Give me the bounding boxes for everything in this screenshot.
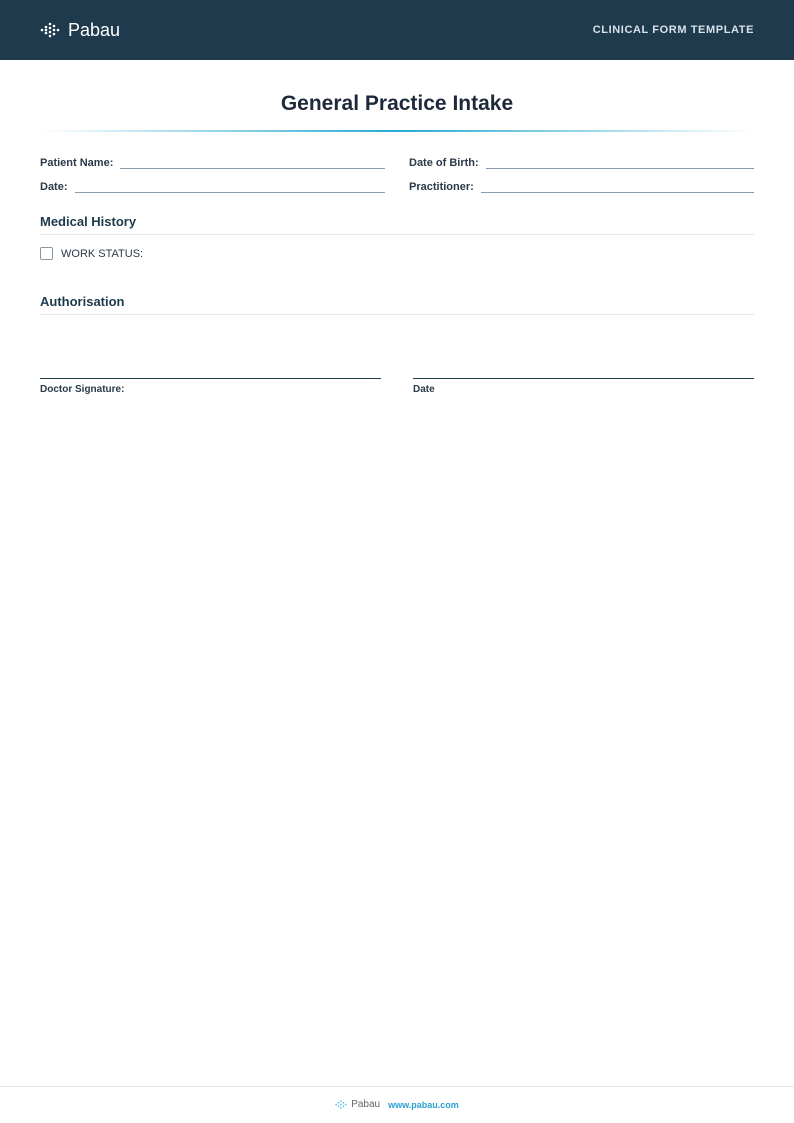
- dob-label: Date of Birth:: [409, 157, 479, 169]
- date-field[interactable]: [40, 181, 385, 193]
- doctor-signature-label: Doctor Signature:: [40, 384, 125, 395]
- pabau-logo-icon: [40, 21, 62, 39]
- patient-name-line[interactable]: [120, 161, 385, 169]
- page-title: General Practice Intake: [280, 92, 514, 115]
- brand-logo: [40, 20, 120, 41]
- form-type-label: CLINICAL FORM TEMPLATE: [592, 24, 754, 36]
- section-medical-history: Medical History: [40, 214, 754, 235]
- section-authorisation: Authorisation: [40, 294, 754, 315]
- title-divider: [40, 130, 754, 132]
- date-label: Date:: [40, 181, 68, 193]
- doctor-signature-field[interactable]: [40, 378, 381, 395]
- dob-field[interactable]: [409, 157, 754, 169]
- pabau-logo-icon: [335, 1099, 348, 1110]
- practitioner-label: Practitioner:: [409, 181, 474, 193]
- footer-brand: [335, 1099, 380, 1110]
- brand-name: Pabau: [68, 19, 121, 40]
- footer-website-link[interactable]: www.pabau.com: [388, 1099, 459, 1110]
- practitioner-line[interactable]: [481, 185, 754, 193]
- work-status-checkbox[interactable]: [40, 247, 143, 260]
- work-status-label: WORK STATUS:: [61, 247, 144, 260]
- patient-name-field[interactable]: [40, 157, 385, 169]
- date-line[interactable]: [75, 185, 385, 193]
- header-bar: [0, 0, 794, 60]
- dob-line[interactable]: [486, 161, 754, 169]
- practitioner-field[interactable]: [409, 181, 754, 193]
- footer-brand-name: Pabau: [351, 1099, 381, 1110]
- checkbox-icon[interactable]: [40, 247, 53, 260]
- signature-date-label: Date: [413, 384, 435, 395]
- patient-name-label: Patient Name:: [40, 157, 114, 169]
- signature-date-field[interactable]: [413, 378, 754, 395]
- footer: [0, 1086, 794, 1110]
